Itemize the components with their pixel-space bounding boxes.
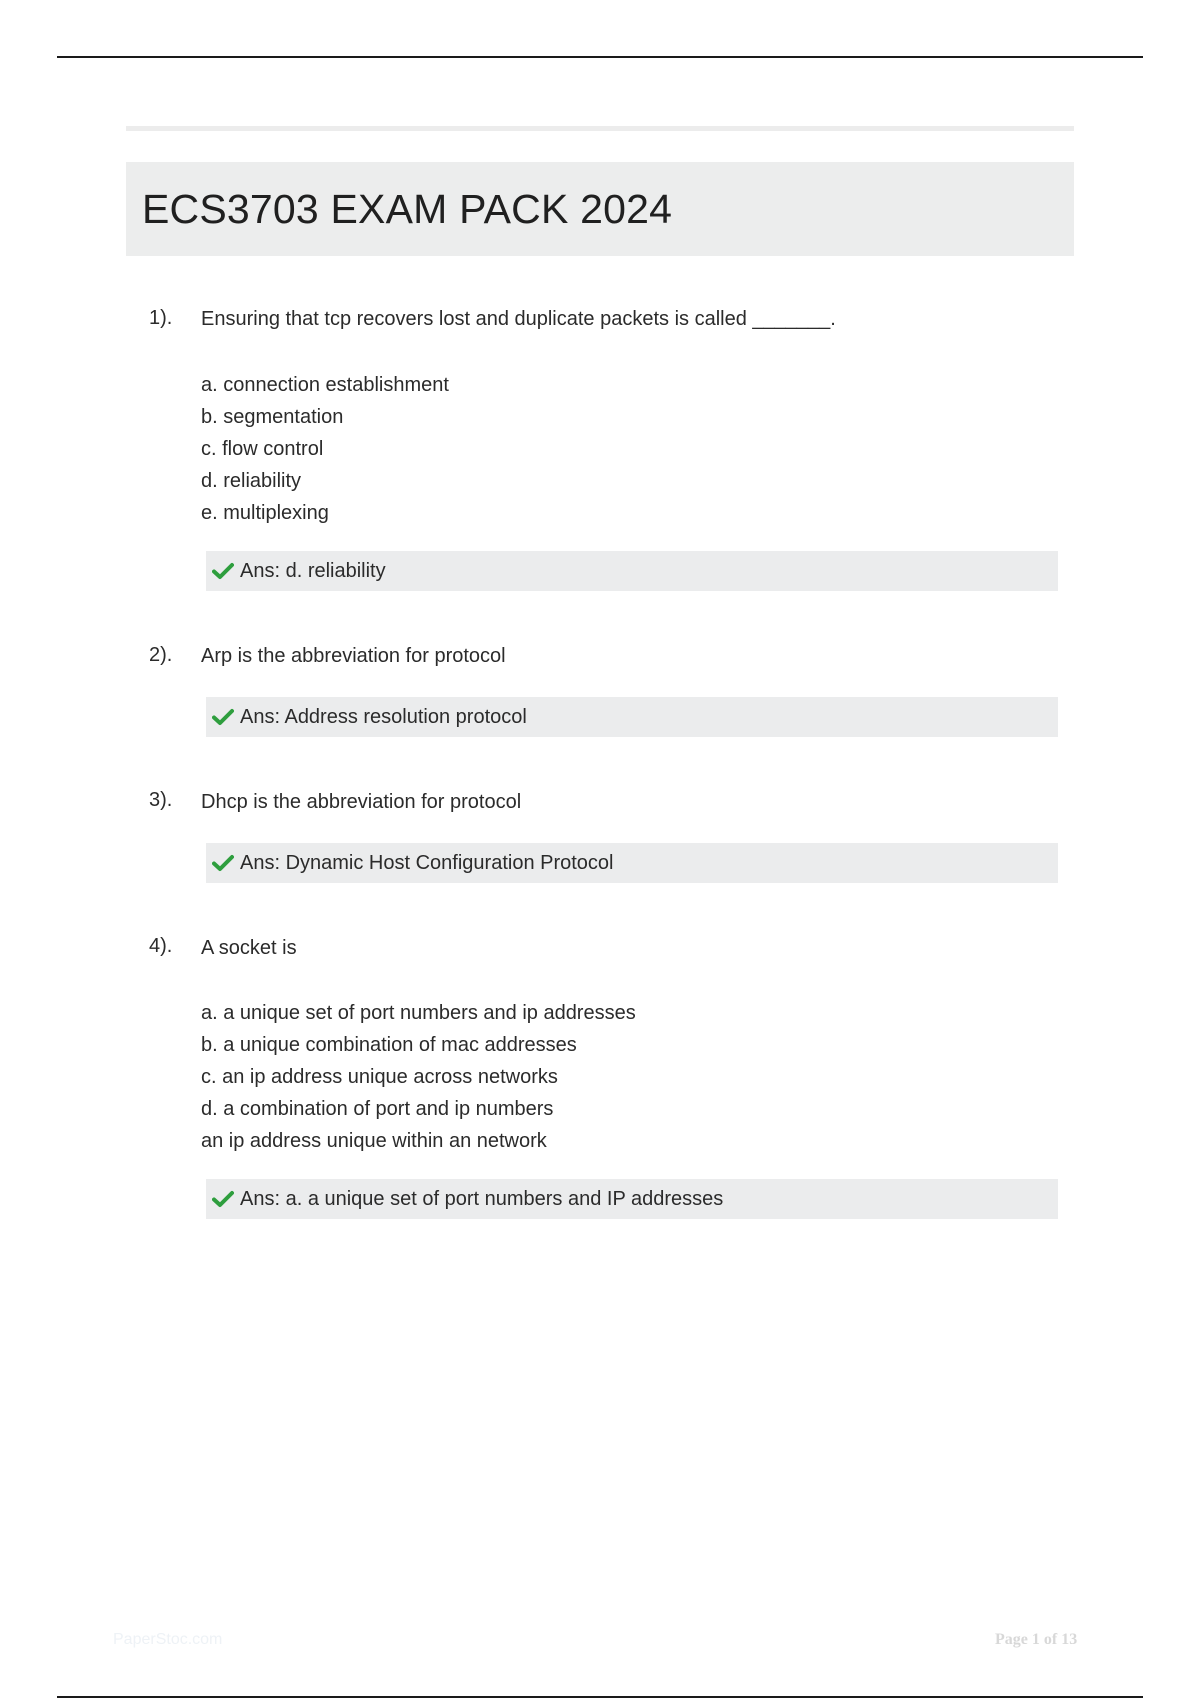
option-item: an ip address unique within an network: [201, 1130, 547, 1152]
top-rule: [57, 56, 1143, 58]
answer-text: Ans: a. a unique set of port numbers and IP addresses: [240, 1187, 724, 1210]
answer-text: Ans: Dynamic Host Configuration Protocol: [240, 851, 614, 874]
answer-box: [206, 551, 1058, 591]
answer-box: [206, 1179, 1058, 1219]
question-number: 3).: [149, 789, 173, 811]
question-text: Arp is the abbreviation for protocol: [201, 645, 506, 667]
page-title: ECS3703 EXAM PACK 2024: [142, 185, 673, 232]
option-item: d. reliability: [201, 470, 302, 492]
watermark: PaperStoc.com: [113, 1631, 223, 1648]
answer-box: [206, 697, 1058, 737]
option-item: a. a unique set of port numbers and ip addresses: [201, 1002, 636, 1024]
answer-text: Ans: d. reliability: [240, 559, 386, 582]
title-divider: [126, 126, 1074, 131]
check-icon: [212, 854, 234, 872]
answer-text: Ans: Address resolution protocol: [240, 705, 527, 728]
option-item: d. a combination of port and ip numbers: [201, 1098, 554, 1120]
option-item: c. an ip address unique across networks: [201, 1066, 558, 1088]
question-text: Ensuring that tcp recovers lost and duplicate packets is called _______.: [201, 308, 836, 330]
question-number: 1).: [149, 307, 173, 329]
option-item: b. segmentation: [201, 406, 344, 428]
bottom-rule: [57, 1696, 1143, 1698]
check-icon: [212, 562, 234, 580]
option-list: [201, 997, 636, 1157]
title-box: [126, 162, 1074, 256]
answer-box: [206, 843, 1058, 883]
check-icon: [212, 1190, 234, 1208]
check-icon: [212, 708, 234, 726]
option-item: b. a unique combination of mac addresses: [201, 1034, 577, 1056]
question-text: Dhcp is the abbreviation for protocol: [201, 791, 522, 813]
option-item: e. multiplexing: [201, 502, 329, 524]
question-number: 4).: [149, 935, 173, 957]
option-list: [201, 369, 449, 529]
page-number: Page 1 of 13: [995, 1631, 1078, 1648]
question-number: 2).: [149, 644, 173, 666]
option-item: a. connection establishment: [201, 374, 449, 396]
question-text: A socket is: [201, 937, 297, 959]
option-item: c. flow control: [201, 438, 324, 460]
